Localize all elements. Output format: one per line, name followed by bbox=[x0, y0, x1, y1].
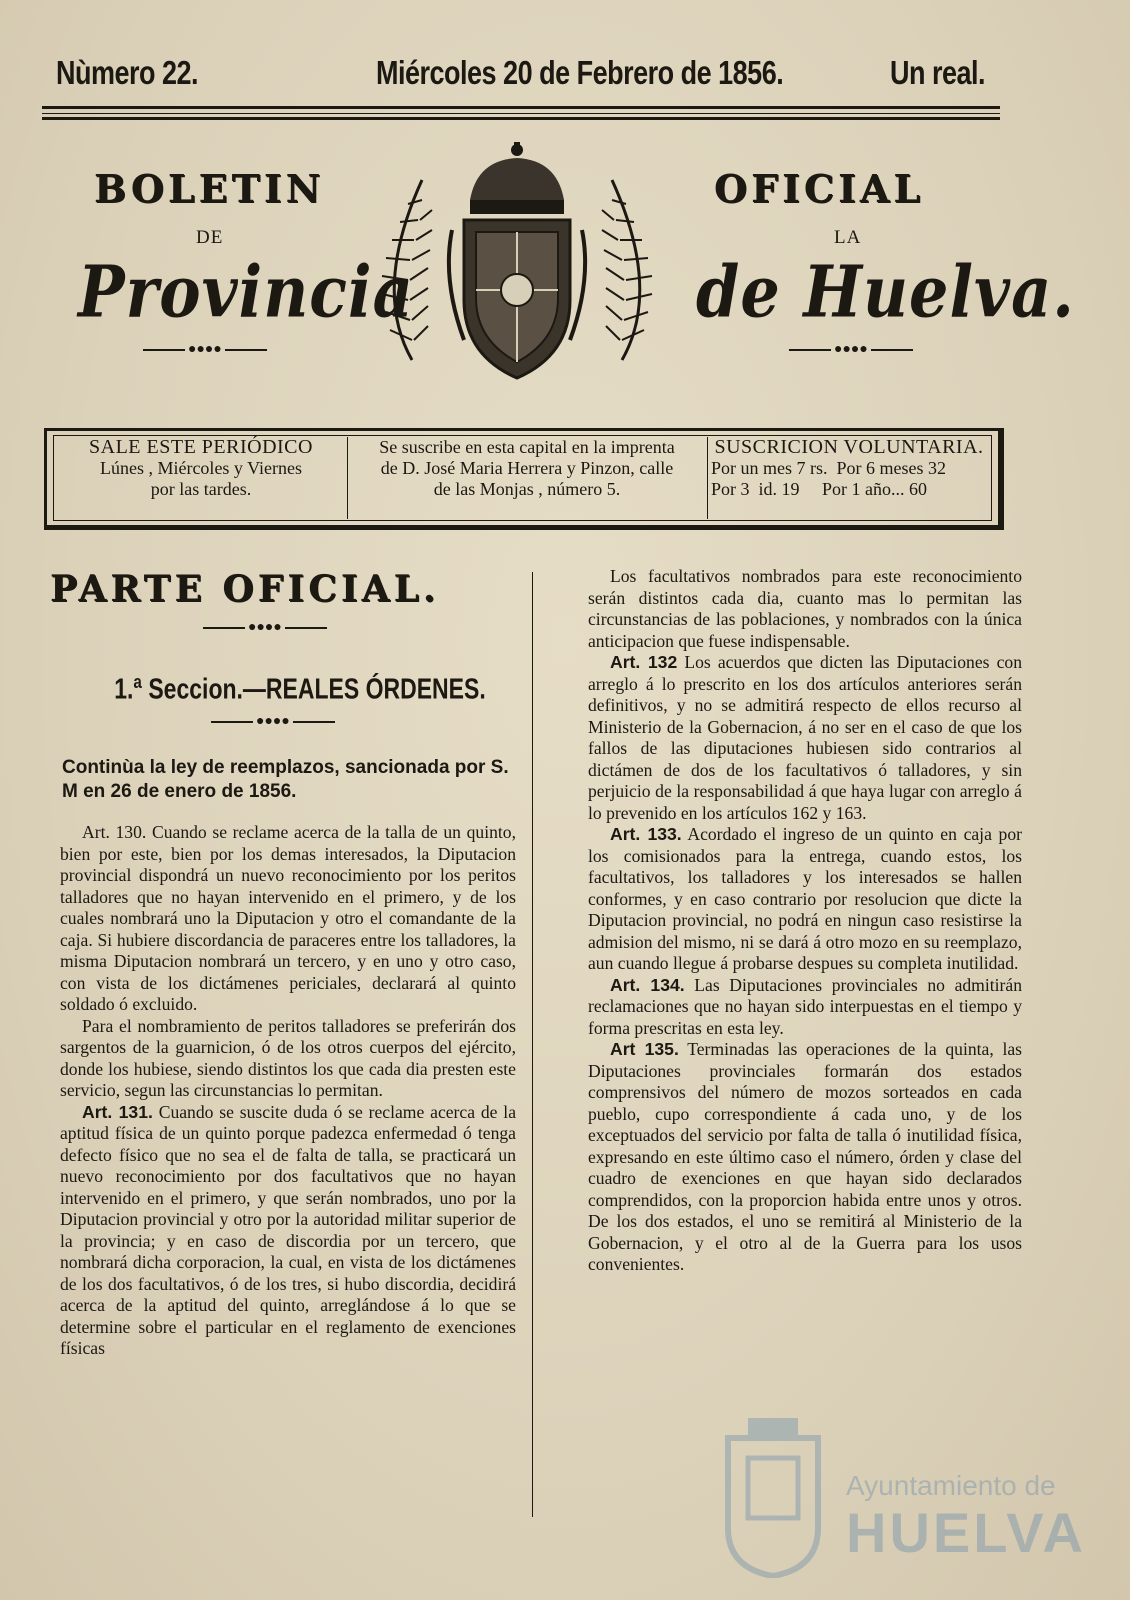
subscription-info-box bbox=[44, 428, 1004, 530]
art-135-label: Art 135. bbox=[610, 1039, 679, 1059]
ayuntamiento-logo-icon bbox=[718, 1418, 828, 1578]
article-133 bbox=[588, 824, 1022, 975]
masthead-rule-bottom bbox=[42, 117, 1000, 120]
info-schedule-heading: SALE ESTE PERIÓDICO bbox=[89, 436, 313, 458]
masthead-rule-top bbox=[42, 106, 1000, 109]
article-131 bbox=[60, 1102, 516, 1360]
watermark-line2: HUELVA bbox=[846, 1501, 1086, 1564]
title-provincia: Provincia bbox=[78, 250, 414, 334]
ayuntamiento-watermark bbox=[718, 1418, 1086, 1588]
art-131-label: Art. 131. bbox=[82, 1101, 153, 1122]
art-133-text: Acordado el ingreso de un quinto en caja por los comisionados para la entrega, cuando estos, los facultativos, los talladores y los interesados se hallen conformes, y en caso contrario por resolucion que dicte la Diputacion provincial, no podrá en ningun caso resistirse la admision del mismo, ni se dará á otro mozo en su reemplazo, aun cuando llegue á probarse despues su completa inutilidad. bbox=[588, 824, 1022, 973]
watermark-line1: Ayuntamiento de bbox=[846, 1470, 1056, 1501]
info-schedule bbox=[61, 437, 341, 500]
art-132-label: Art. 132 bbox=[610, 652, 678, 672]
art-130-text: Cuando se reclame acerca de la talla de un quinto, bien por este, bien por los demas interesados, la Diputacion provincial dispondrá un nuevo reconocimiento por los peritos talladores que no hayan intervenido en el primero, y de los cuales nombrará uno la Diputacion y otro el comandante de la caja. Si hubiere discordancia de paraceres entre los talladores, la misma Diputacion nombrará un tercero, y en uno y otro caso, con vista de los dictámenes periciales, declarará al quinto soldado ó excluido. bbox=[60, 822, 517, 1014]
info-place-line1: Se suscribe en esta capital en la imprenta bbox=[379, 437, 675, 457]
art-131-text: Cuando se suscite duda ó se reclame acerca de la aptitud física de un quinto porque padezca enfermedad ó tenga defecto físico que no sea el de falta de talla, se practicará un nuevo reconocimiento por dos facultativos que no hayan intervenido en el primero, y que serán nombrados, uno por la Diputacion provincial y otro por la autoridad militar superior de la provincia; y en caso de discordia por un tercero, que nombrará dicha corporacion, la cual, en vista de los dictámenes de los dos facultativos, ó de los tres, si hubo discordia, decidirá acerca de la aptitud del quinto, arreglándose á lo que se determine sobre el particular en el reglamento de exenciones físicas bbox=[60, 1101, 517, 1358]
info-subscription-place bbox=[353, 437, 701, 500]
peritos-paragraph: Para el nombramiento de peritos talladores se preferirán dos sargentos de la guarnicion, ó de los otros cuerpos del ejército, donde los hubiese, siendo distintos los que cada dia presten este servicio, segun las circunstancias lo permitan. bbox=[60, 1015, 516, 1100]
info-place-line3: de las Monjas , número 5. bbox=[433, 479, 621, 499]
info-place-line2: de D. José Maria Herrera y Pinzon, calle bbox=[380, 458, 674, 478]
info-schedule-time: por las tardes. bbox=[150, 479, 252, 499]
coat-of-arms-icon bbox=[352, 140, 682, 390]
column-divider bbox=[532, 572, 533, 1517]
right-column bbox=[588, 566, 1022, 1276]
left-column bbox=[60, 822, 516, 1360]
masthead bbox=[0, 54, 1130, 104]
title-la: LA bbox=[834, 227, 862, 248]
seccion-heading: 1.ª Seccion.—REALES ÓRDENES. bbox=[114, 672, 486, 705]
issue-price: Un real. bbox=[890, 54, 986, 92]
title-de: DE bbox=[196, 227, 224, 248]
parte-oficial-heading: PARTE OFICIAL. bbox=[50, 568, 440, 610]
info-prices-line1: Por un mes 7 rs. Por 6 meses 32 bbox=[711, 458, 946, 478]
article-135 bbox=[588, 1039, 1022, 1276]
info-subscription-prices bbox=[711, 437, 987, 500]
info-separator-1 bbox=[347, 437, 348, 519]
title-de-huelva: de Huelva. bbox=[696, 250, 1075, 334]
ley-heading: Continùa la ley de reemplazos, sancionada por S. M en 26 de enero de 1856. bbox=[62, 757, 509, 802]
info-separator-2 bbox=[707, 437, 708, 519]
ornament-left: ●●●● bbox=[140, 342, 270, 358]
article-132 bbox=[588, 652, 1022, 824]
info-schedule-days: Lúnes , Miércoles y Viernes bbox=[99, 458, 303, 478]
art-134-label: Art. 134. bbox=[610, 974, 685, 995]
title-boletin: BOLETIN bbox=[94, 166, 325, 211]
ornament-parte: ●●●● bbox=[200, 620, 330, 636]
facultativos-paragraph: Los facultativos nombrados para este reconocimiento serán distintos cada dia, cuanto mas lo permitan las circunstancias de las poblaciones, y nombrados con la única anticipacion que fuese indispensable. bbox=[588, 566, 1022, 651]
ornament-seccion: ●●●● bbox=[208, 714, 338, 730]
masthead-rule-mid bbox=[42, 113, 1000, 114]
art-134-text: Las Diputaciones provinciales no admitirán reclamaciones que no hayan sido interpuestas en el tiempo y forma prescritas en esta ley. bbox=[588, 974, 1022, 1038]
art-135-text: Terminadas las operaciones de la quinta, las Diputaciones provinciales formarán dos estados comprensivos del número de mozos sorteados en cada pueblo, cupo correspondiente á cada uno, y de los exceptuados del servicio por falta de talla ó inutilidad física, expresando en este último caso el número, órden y clase del cuadro de exenciones en que hayan sido declarados comprendidos, con la proporcion habida entre unos y otros. De los dos estados, el uno se remitirá al Ministerio de la Gobernacion, y el otro al de la Guerra para los usos convenientes. bbox=[588, 1039, 1022, 1274]
art-132-text: Los acuerdos que dicten las Diputaciones con arreglo á lo prescrito en los dos artículos anteriores serán definitivos, y no se admitirá respecto de ellos recurso al Ministerio de la Gobernacion, á no ser en el caso de que los fallos de las diputaciones hubiesen sido contrarios al dictámen de dos de los facultativos ó talladores, y sin perjuicio de la responsabilidad á que haya lugar con arreglo á lo prevenido en los artículos 162 y 163. bbox=[588, 652, 1022, 823]
article-130 bbox=[60, 822, 516, 1016]
art-130-label: Art. 130. bbox=[82, 822, 147, 842]
title-oficial: OFICIAL bbox=[714, 166, 925, 211]
art-133-label: Art. 133. bbox=[610, 824, 682, 844]
issue-number: Nùmero 22. bbox=[56, 54, 199, 92]
issue-date: Miércoles 20 de Febrero de 1856. bbox=[376, 54, 784, 92]
info-prices-heading: SUSCRICION VOLUNTARIA. bbox=[714, 436, 984, 458]
ornament-right: ●●●● bbox=[786, 342, 916, 358]
article-134 bbox=[588, 975, 1022, 1040]
info-prices-line2: Por 3 id. 19 Por 1 año... 60 bbox=[711, 479, 927, 499]
